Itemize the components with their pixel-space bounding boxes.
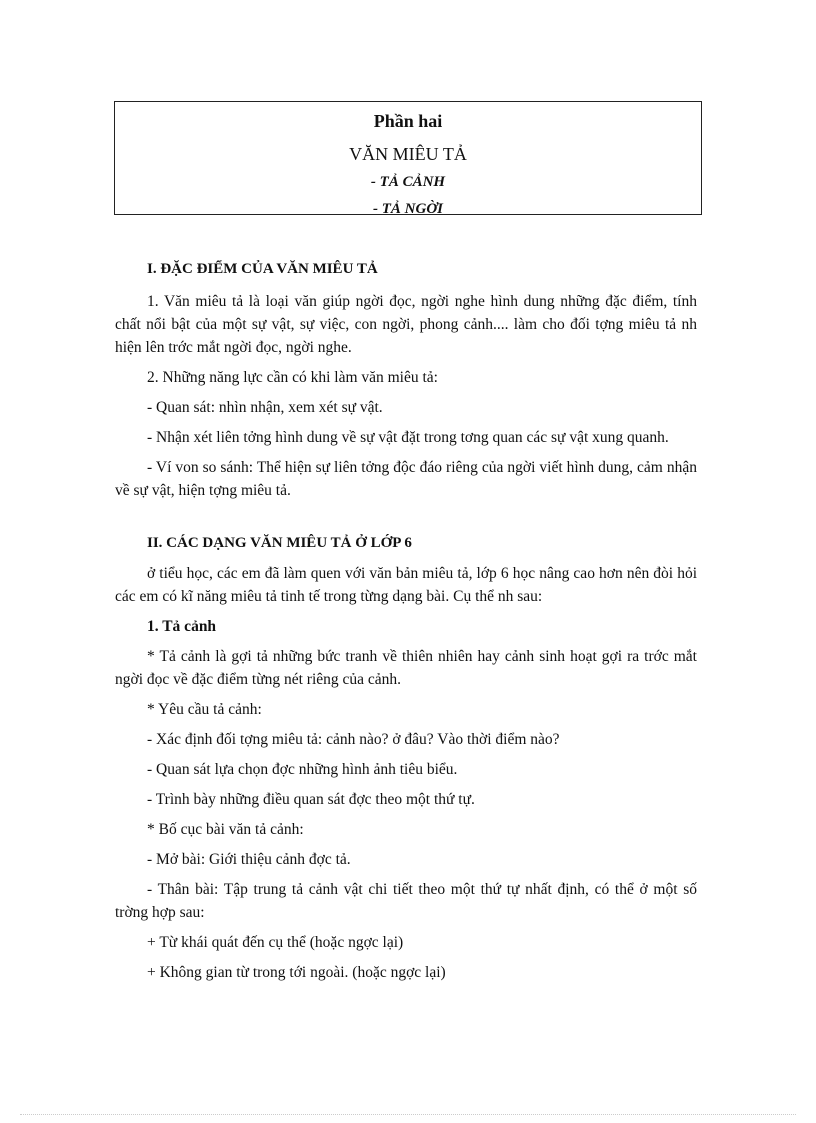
- paragraph: - Mở bài: Giới thiệu cảnh đợc tả.: [147, 851, 351, 868]
- subsection-heading: 1. Tả cảnh: [147, 618, 217, 635]
- subtitle-landscape: - TẢ CẢNH: [370, 174, 446, 190]
- subtitle-people: - TẢ NGỜI: [373, 201, 443, 215]
- title-box: [114, 101, 702, 215]
- paragraph: ở tiểu học, các em đã làm quen với văn bản miêu tả, lớp 6 học nâng cao hơn nên đòi hỏi các em có kĩ năng miêu tả tinh tế trong từng dạng bài. Cụ thể nh sau:: [115, 565, 697, 605]
- paragraph: + Từ khái quát đến cụ thể (hoặc ngợc lại): [147, 934, 404, 951]
- paragraph: - Ví von so sánh: Thể hiện sự liên tởng độc đáo riêng của ngời viết hình dung, cảm nhận về sự vật, hiện tợng miêu tả.: [115, 459, 697, 499]
- paragraph: * Yêu cầu tả cảnh:: [147, 701, 262, 718]
- document-body: [115, 258, 697, 991]
- section-1-heading: I. ĐẶC ĐIỂM CỦA VĂN MIÊU TẢ: [147, 261, 378, 277]
- paragraph: - Nhận xét liên tởng hình dung về sự vật đặt trong tơng quan các sự vật xung quanh.: [147, 429, 669, 446]
- paragraph: 2. Những năng lực cần có khi làm văn miêu tả:: [147, 369, 438, 386]
- part-title: Phần hai: [373, 111, 443, 131]
- paragraph: - Xác định đối tợng miêu tả: cảnh nào? ở đâu? Vào thời điểm nào?: [147, 731, 560, 748]
- paragraph: - Quan sát lựa chọn đợc những hình ảnh tiêu biểu.: [147, 761, 458, 778]
- paragraph: 1. Văn miêu tả là loại văn giúp ngời đọc, ngời nghe hình dung những đặc điểm, tính chất nổi bật của một sự vật, sự việc, con ngời, phong cảnh.... làm cho đối tợng miêu tả nh hiện lên trớc mắt ngời đọc, ngời nghe.: [115, 293, 697, 356]
- page-footer-divider: [20, 1114, 796, 1115]
- paragraph: * Bố cục bài văn tả cảnh:: [147, 821, 304, 838]
- paragraph: + Không gian từ trong tới ngoài. (hoặc ngợc lại): [147, 964, 446, 981]
- paragraph: - Trình bày những điều quan sát đợc theo một thứ tự.: [147, 791, 475, 808]
- paragraph: * Tả cảnh là gợi tả những bức tranh về thiên nhiên hay cảnh sinh hoạt gợi ra trớc mắt ngời đọc về đặc điểm từng nét riêng của cảnh.: [115, 648, 697, 688]
- main-title: VĂN MIÊU TẢ: [349, 144, 467, 164]
- paragraph: - Thân bài: Tập trung tả cảnh vật chi tiết theo một thứ tự nhất định, có thể ở một số trờng hợp sau:: [115, 881, 697, 921]
- paragraph: - Quan sát: nhìn nhận, xem xét sự vật.: [147, 399, 383, 416]
- section-2-heading: II. CÁC DẠNG VĂN MIÊU TẢ Ở LỚP 6: [147, 535, 412, 551]
